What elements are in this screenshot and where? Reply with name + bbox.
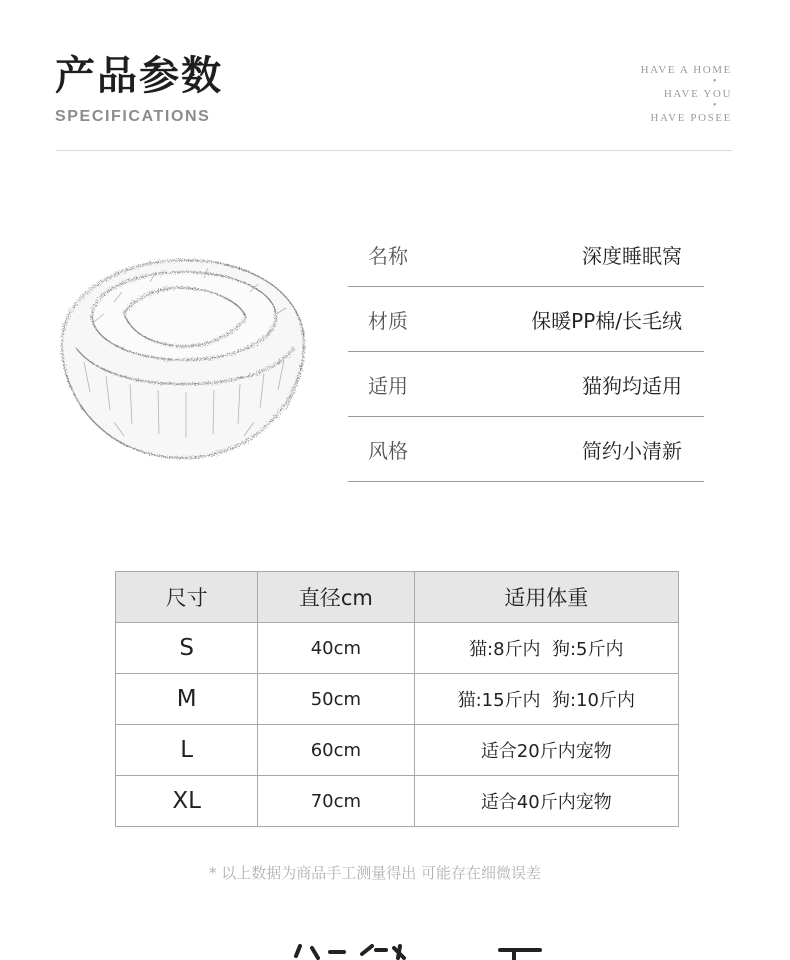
page-title: 产品参数 bbox=[55, 53, 223, 99]
table-row bbox=[116, 776, 679, 827]
spec-key: 适用 bbox=[368, 374, 408, 398]
spec-key: 材质 bbox=[368, 309, 408, 333]
cell-weight: 适合40斤内宠物 bbox=[414, 776, 678, 827]
pet-bed-image bbox=[54, 252, 310, 468]
brand-slogan bbox=[641, 64, 732, 124]
spec-value: 深度睡眠窝 bbox=[582, 244, 682, 268]
brand-line-1: HAVE A HOME bbox=[640, 64, 732, 76]
brand-dot-icon: • bbox=[712, 100, 718, 111]
brand-line-3: HAVE POSEE bbox=[650, 112, 732, 124]
brand-dot-icon: • bbox=[712, 76, 718, 87]
measurement-note: * 以上数据为商品手工测量得出 可能存在细微误差 bbox=[208, 864, 542, 882]
cell-diameter: 70cm bbox=[258, 776, 414, 827]
spec-key: 风格 bbox=[368, 439, 408, 463]
header-weight: 适用体重 bbox=[414, 572, 678, 623]
spec-row-style bbox=[348, 417, 704, 482]
cell-weight: 猫:15斤内 狗:10斤内 bbox=[414, 674, 678, 725]
spec-value: 保暖PP棉/长毛绒 bbox=[531, 309, 682, 333]
cropped-next-heading bbox=[0, 944, 790, 960]
cell-size: L bbox=[116, 725, 258, 776]
cell-size: M bbox=[116, 674, 258, 725]
spec-row-suitable bbox=[348, 352, 704, 417]
header-diameter: 直径cm bbox=[258, 572, 414, 623]
cell-diameter: 50cm bbox=[258, 674, 414, 725]
spec-row-name bbox=[348, 222, 704, 287]
spec-value: 猫狗均适用 bbox=[582, 374, 682, 398]
spec-key: 名称 bbox=[368, 244, 408, 268]
brand-line-2: HAVE YOU bbox=[663, 88, 732, 100]
cell-diameter: 40cm bbox=[258, 623, 414, 674]
table-header-row bbox=[116, 572, 679, 623]
spec-value: 简约小清新 bbox=[582, 439, 682, 463]
cell-diameter: 60cm bbox=[258, 725, 414, 776]
cell-size: XL bbox=[116, 776, 258, 827]
size-table bbox=[115, 571, 679, 827]
table-row bbox=[116, 674, 679, 725]
cell-weight: 适合20斤内宠物 bbox=[414, 725, 678, 776]
header-divider bbox=[56, 150, 732, 151]
cell-size: S bbox=[116, 623, 258, 674]
table-row bbox=[116, 725, 679, 776]
spec-list bbox=[348, 222, 704, 482]
page-subtitle: SPECIFICATIONS bbox=[55, 108, 211, 125]
cell-weight: 猫:8斤内 狗:5斤内 bbox=[414, 623, 678, 674]
header-size: 尺寸 bbox=[116, 572, 258, 623]
spec-row-material bbox=[348, 287, 704, 352]
table-row bbox=[116, 623, 679, 674]
